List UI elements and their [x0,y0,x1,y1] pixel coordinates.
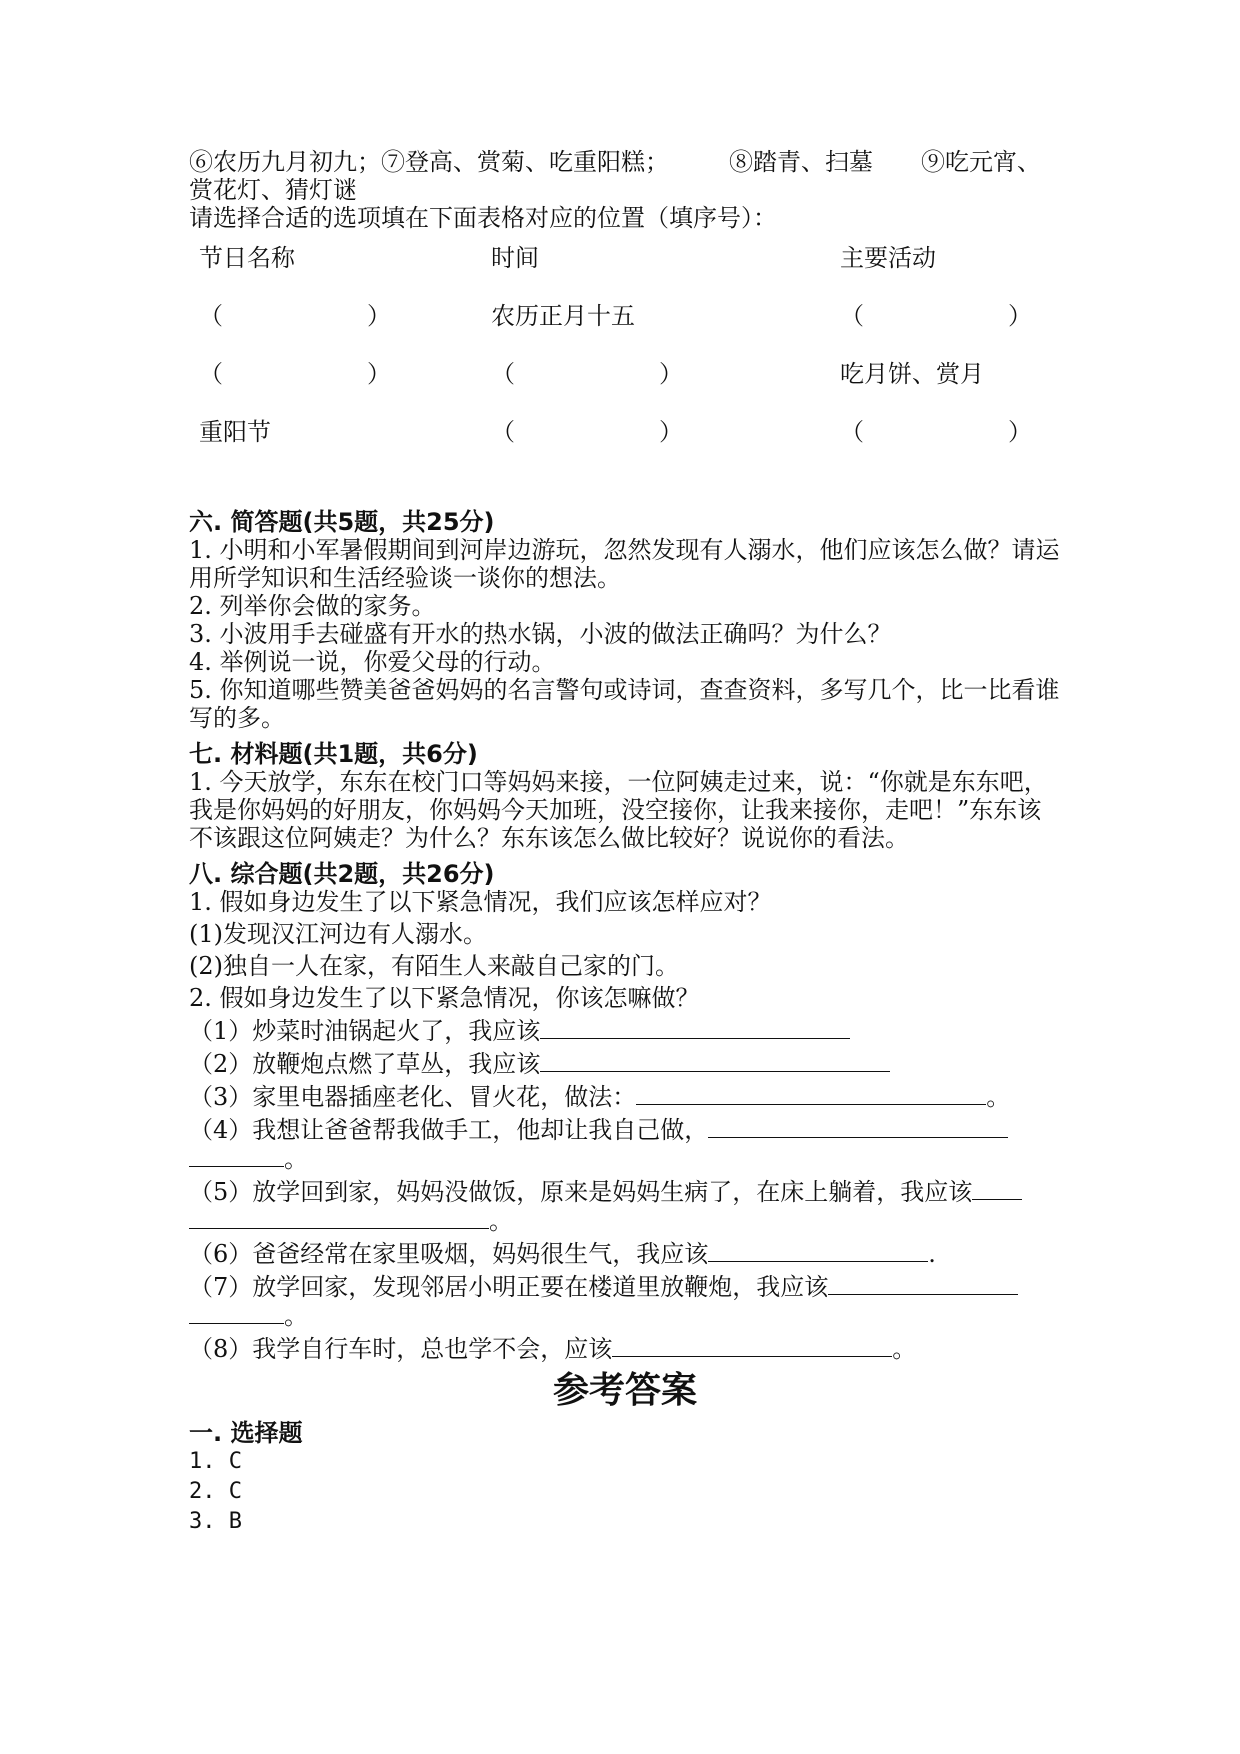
sub-question: (1)发现汉江河边有人溺水。 [189,920,487,948]
answer-item: 2. C [189,1479,242,1504]
question-item: 1. 今天放学，东东在校门口等妈妈来接，一位阿姨走过来，说：“你就是东东吧， 我是你妈妈的好朋友，你妈妈今天加班，没空接你，让我来接你，走吧！”东东该不该跟这位阿姨走？为什么？东东该怎么做比较好？说说你的看法。 [189,768,1064,852]
fill-blank-item [189,1049,1061,1078]
section-7-title: 七. 材料题(共1题，共6分) [189,740,478,768]
answer-blank[interactable] [540,1016,850,1039]
options-line: ⑥农历九月初九；⑦登高、赏菊、吃重阳糕； ⑧踏青、扫墓 ⑨吃元宵、赏花灯、猜灯谜 [189,148,1041,204]
fill-blank-text: （3）家里电器插座老化、冒火花，做法： [189,1083,637,1111]
answer-blank[interactable] [612,1334,892,1357]
page-content [189,148,1064,1537]
answer-blank[interactable] [636,1082,986,1105]
table-cell[interactable]: （ ） [491,418,683,446]
answer-item: 1. C [189,1449,242,1474]
fill-blank-text: （8）我学自行车时，总也学不会，应该 [189,1335,613,1363]
question-item: 4. 举例说一说，你爱父母的行动。 [189,648,556,676]
answer-blank[interactable] [972,1177,1022,1200]
table-header-time: 时间 [491,244,539,272]
table-cell[interactable]: （ ） [491,360,683,388]
answer-blank[interactable] [189,1144,284,1167]
fill-blank-text: （2）放鞭炮点燃了草丛，我应该 [189,1050,541,1078]
blank-tail: 。 [284,1145,308,1173]
answer-blank[interactable] [189,1206,489,1229]
table-cell[interactable]: （ ） [840,418,1032,446]
question-item: 3. 小波用手去碰盛有开水的热水锅，小波的做法正确吗？为什么？ [189,620,892,648]
fill-blank-item [189,1177,1061,1235]
question-item: 1. 假如身边发生了以下紧急情况，我们应该怎样应对？ [189,888,772,916]
fill-blank-item [189,1016,1061,1045]
fill-blank-item [189,1272,1061,1330]
festival-table [189,236,1061,482]
answer-blank[interactable] [540,1049,890,1072]
section-6-title: 六. 简答题(共5题，共25分) [189,508,495,536]
answer-key-title: 参考答案 [552,1370,697,1411]
answer-blank[interactable] [828,1272,1018,1295]
section-8-title: 八. 综合题(共2题，共26分) [189,860,495,888]
fill-blank-text: （7）放学回家，发现邻居小明正要在楼道里放鞭炮，我应该 [189,1273,829,1301]
table-cell[interactable]: （ ） [199,302,391,330]
blank-tail: 。 [284,1302,308,1330]
table-header-name: 节日名称 [199,244,295,272]
question-item: 2. 列举你会做的家务。 [189,592,436,620]
question-item: 5. 你知道哪些赞美爸爸妈妈的名言警句或诗词，查查资料，多写几个，比一比看谁写的多。 [189,676,1060,732]
fill-blank-text: （6）爸爸经常在家里吸烟，妈妈很生气，我应该 [189,1240,709,1268]
answer-blank[interactable] [708,1239,928,1262]
blank-tail: 。 [986,1083,1011,1111]
answer-blank[interactable] [189,1301,284,1324]
blank-tail: 。 [892,1335,917,1363]
table-cell: 重阳节 [199,418,271,446]
table-header-activity: 主要活动 [840,244,936,272]
fill-blank-text: （1）炒菜时油锅起火了，我应该 [189,1017,541,1045]
table-instruction: 请选择合适的选项填在下面表格对应的位置（填序号）： [189,204,777,232]
question-item: 2. 假如身边发生了以下紧急情况，你该怎嘛做？ [189,984,700,1012]
sub-question: (2)独自一人在家，有陌生人来敲自己家的门。 [189,952,679,980]
table-cell[interactable]: （ ） [840,302,1032,330]
fill-blank-text: （5）放学回到家，妈妈没做饭，原来是妈妈生病了，在床上躺着，我应该 [189,1178,973,1206]
fill-blank-text: （4）我想让爸爸帮我做手工，他却让我自己做， [189,1116,709,1144]
fill-blank-item [189,1082,1061,1111]
question-item: 1. 小明和小军暑假期间到河岸边游玩，忽然发现有人溺水，他们应该怎么做？请运用所学知识和生活经验谈一谈你的想法。 [189,536,1060,592]
blank-tail: 。 [489,1207,513,1235]
table-cell: 吃月饼、赏月 [840,360,984,388]
answer-section-1-title: 一. 选择题 [189,1419,303,1447]
answer-blank[interactable] [708,1115,1008,1138]
fill-blank-item [189,1115,1061,1173]
fill-blank-item [189,1334,1061,1363]
answer-item: 3. B [189,1509,242,1534]
blank-tail: . [928,1240,936,1268]
fill-blank-item [189,1239,1061,1268]
table-cell: 农历正月十五 [491,302,635,330]
table-cell[interactable]: （ ） [199,360,391,388]
